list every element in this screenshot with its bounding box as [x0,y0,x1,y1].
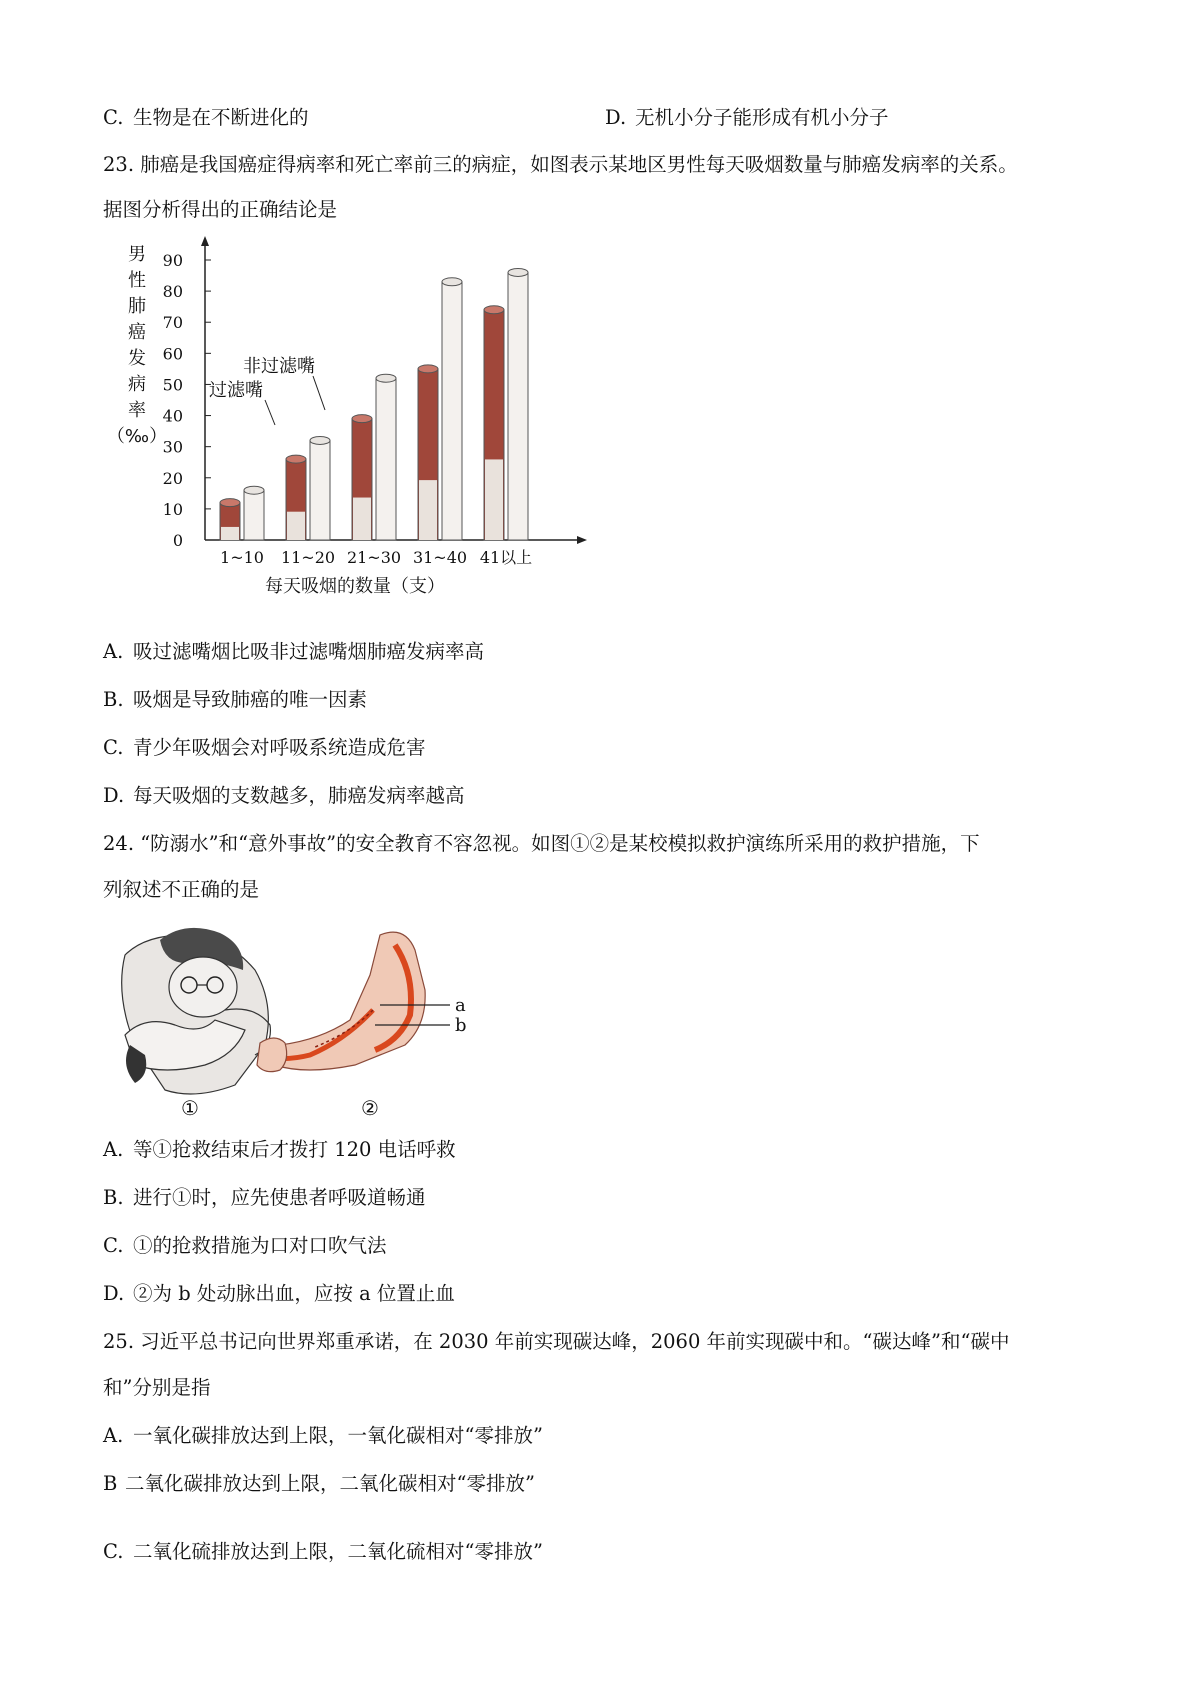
bar-top-cap [508,268,528,276]
y-axis-label-char: 病 [128,374,146,395]
bar-top-cap [352,415,372,423]
x-tick-label: 1~10 [220,548,264,567]
y-axis-label-char: 肺 [128,296,146,317]
y-tick-label: 60 [162,344,183,364]
bar-top-cap [220,499,240,507]
option-letter: D. [103,1282,125,1305]
legend-nonfilter: 非过滤嘴 [243,356,315,377]
bar-lower-band [287,512,305,540]
y-tick-label: 40 [162,406,183,426]
option-letter: B [103,1472,118,1495]
arm-illustration [257,932,450,1072]
bar-lower-band [485,459,503,540]
q25-option-a[interactable] [103,1424,543,1448]
option-letter: B. [103,688,124,711]
q24-option-b[interactable] [103,1186,426,1210]
option-letter: A. [103,1424,124,1447]
x-axis-label: 每天吸烟的数量（支） [265,576,445,597]
option-text: 等①抢救结束后才拨打 120 电话呼救 [133,1138,456,1161]
legend-leader [313,376,325,410]
option-text: 每天吸烟的支数越多，肺癌发病率越高 [133,784,465,807]
label-b: b [455,1015,467,1036]
bar-top-cap [286,455,306,463]
y-tick-label: 30 [162,437,183,457]
legend-filter: 过滤嘴 [209,380,263,401]
y-tick-label: 80 [162,282,183,302]
option-letter: C. [103,736,124,759]
y-tick-label: 50 [162,375,183,395]
bar-lower-band [353,498,371,540]
q23-stem-line2: 据图分析得出的正确结论是 [103,198,338,221]
bar-nonfilter [244,490,264,540]
bar-top-cap [484,306,504,314]
q23-stem-line1: 23. 肺癌是我国癌症得病率和死亡率前三的病症，如图表示某地区男性每天吸烟数量与肺癌发病率的关系。 [103,153,1018,176]
option-text: 二氧化碳排放达到上限，二氧化碳相对“零排放” [125,1472,535,1495]
legend-leader [265,400,275,425]
q24-figure [105,915,525,1120]
option-text: 青少年吸烟会对呼吸系统造成危害 [133,736,426,759]
bar-nonfilter [376,378,396,540]
bar-top-cap [310,436,330,444]
chart-legend [209,356,325,425]
y-axis-label-char: 率 [128,400,146,421]
bar-top-cap [376,374,396,382]
option-text: 二氧化硫排放达到上限，二氧化硫相对“零排放” [133,1540,543,1563]
x-tick-label: 31~40 [412,548,468,567]
q25-stem-line1: 25. 习近平总书记向世界郑重承诺，在 2030 年前实现碳达峰，2060 年前实现碳中和。“碳达峰”和“碳中 [103,1330,1010,1353]
y-tick-label: 10 [162,499,183,519]
y-axis-label-char: 性 [128,270,146,291]
option-text: ②为 b 处动脉出血，应按 a 位置止血 [133,1282,455,1305]
option-text: 吸烟是导致肺癌的唯一因素 [133,688,368,711]
option-text: 无机小分子能形成有机小分子 [635,106,889,129]
bar-top-cap [442,278,462,286]
y-tick-label: 70 [162,313,183,333]
y-tick-label: 20 [162,468,183,488]
q24-stem-line2: 列叙述不正确的是 [103,878,260,901]
option-d-prev [605,106,889,130]
q23-option-d[interactable] [103,784,465,808]
cpr-illustration [122,928,271,1094]
option-text: ①的抢救措施为口对口吹气法 [133,1234,387,1257]
y-axis-label-char: 男 [128,244,146,265]
option-letter: A. [103,640,124,663]
figure-2-caption: ② [361,1096,379,1120]
bar-nonfilter [310,440,330,540]
option-letter: D. [605,106,627,129]
y-axis-label-char: 发 [128,348,146,369]
option-text: 吸过滤嘴烟比吸非过滤嘴烟肺癌发病率高 [133,640,485,663]
y-axis-label [107,244,167,447]
option-letter: C. [103,106,124,129]
option-letter: D. [103,784,125,807]
figure-1-caption: ① [181,1096,199,1120]
q24-option-d[interactable] [103,1282,455,1306]
q24-option-a[interactable] [103,1138,456,1162]
bar-top-cap [418,365,438,373]
option-letter: C. [103,1234,124,1257]
y-tick-label: 0 [172,531,183,550]
option-letter: B. [103,1186,124,1209]
x-ticks [220,548,532,567]
q25-option-c[interactable] [103,1540,543,1564]
q25-option-b[interactable] [103,1472,535,1496]
q24-stem-line1: 24. “防溺水”和“意外事故”的安全教育不容忽视。如图①②是某校模拟救护演练所采用的救护措施，下 [103,832,980,855]
q23-option-b[interactable] [103,688,367,712]
q23-option-c[interactable] [103,736,426,760]
x-axis-arrow [577,536,587,544]
option-letter: C. [103,1540,124,1563]
option-text: 进行①时，应先使患者呼吸道畅通 [133,1186,426,1209]
option-text: 生物是在不断进化的 [133,106,309,129]
x-tick-label: 21~30 [346,548,402,567]
bar-lower-band [419,480,437,540]
x-tick-label: 11~20 [280,548,336,567]
option-text: 一氧化碳排放达到上限，一氧化碳相对“零排放” [133,1424,543,1447]
x-tick-label: 41以上 [479,548,533,567]
y-tick-label: 90 [162,251,183,270]
bar-top-cap [244,486,264,494]
y-axis-arrow [201,236,209,246]
label-a: a [455,995,466,1016]
y-axis-label-char: （‰） [106,426,168,447]
q23-option-a[interactable] [103,640,484,664]
q25-stem-line2: 和”分别是指 [103,1376,211,1399]
option-letter: A. [103,1138,124,1161]
q24-option-c[interactable] [103,1234,387,1258]
option-c-prev [103,106,309,130]
bar-nonfilter [442,282,462,540]
q23-bar-chart [106,244,595,600]
y-ticks [163,251,211,550]
bar-lower-band [221,527,239,540]
y-axis-label-char: 癌 [128,322,146,343]
bar-nonfilter [508,272,528,540]
